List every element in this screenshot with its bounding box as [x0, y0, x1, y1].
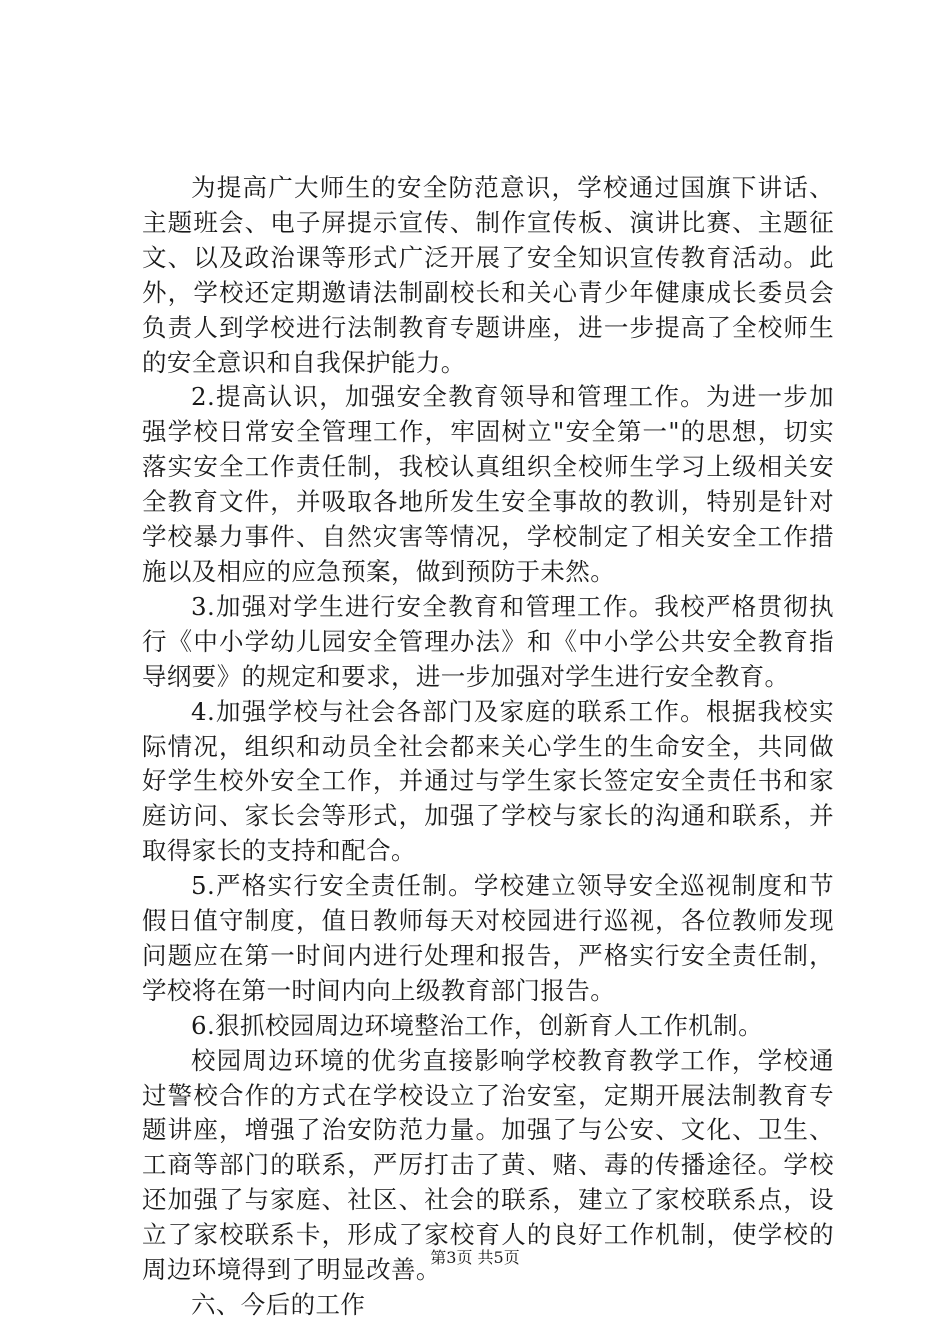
paragraph: 4.加强学校与社会各部门及家庭的联系工作。根据我校实际情况，组织和动员全社会都来关心学生的生命安全，共同做好学生校外安全工作，并通过与学生家长签定安全责任书和家庭访问、家长会等形式，加强了学校与家长的沟通和联系，并取得家长的支持和配合。 [142, 696, 834, 866]
paragraph: 校园周边环境的优劣直接影响学校教育教学工作，学校通过警校合作的方式在学校设立了治安室，定期开展法制教育专题讲座，增强了治安防范力量。加强了与公安、文化、卫生、工商等部门的联系，严厉打击了黄、赌、毒的传播途径。学校还加强了与家庭、社区、社会的联系，建立了家校联系点，设立了家校联系卡，形成了家校育人的良好工作机制，使学校的周边环境得到了明显改善。 [142, 1045, 834, 1285]
paragraph: 6.狠抓校园周边环境整治工作，创新育人工作机制。 [191, 1010, 763, 1040]
document-body [142, 171, 834, 1323]
page-number-footer: 第3页 共5页 [430, 1248, 520, 1267]
paragraph: 为提高广大师生的安全防范意识，学校通过国旗下讲话、主题班会、电子屏提示宣传、制作宣传板、演讲比赛、主题征文、以及政治课等形式广泛开展了安全知识宣传教育活动。此外，学校还定期邀请法制副校长和关心青少年健康成长委员会负责人到学校进行法制教育专题讲座，进一步提高了全校师生的安全意识和自我保护能力。 [142, 173, 834, 377]
paragraph: 5.严格实行安全责任制。学校建立领导安全巡视制度和节假日值守制度，值日教师每天对校园进行巡视，各位教师发现问题应在第一时间内进行处理和报告，严格实行安全责任制，学校将在第一时间内向上级教育部门报告。 [142, 871, 834, 1005]
paragraph: 3.加强对学生进行安全教育和管理工作。我校严格贯彻执行《中小学幼儿园安全管理办法》和《中小学公共安全教育指导纲要》的规定和要求，进一步加强对学生进行安全教育。 [142, 591, 834, 691]
paragraph: 2.提高认识，加强安全教育领导和管理工作。为进一步加强学校日常安全管理工作，牢固树立"安全第一"的思想，切实落实安全工作责任制，我校认真组织全校师生学习上级相关安全教育文件，并吸取各地所发生安全事故的教训，特别是针对学校暴力事件、自然灾害等情况，学校制定了相关安全工作措施以及相应的应急预案，做到预防于未然。 [142, 382, 834, 586]
section-heading: 六、今后的工作 [191, 1290, 366, 1319]
